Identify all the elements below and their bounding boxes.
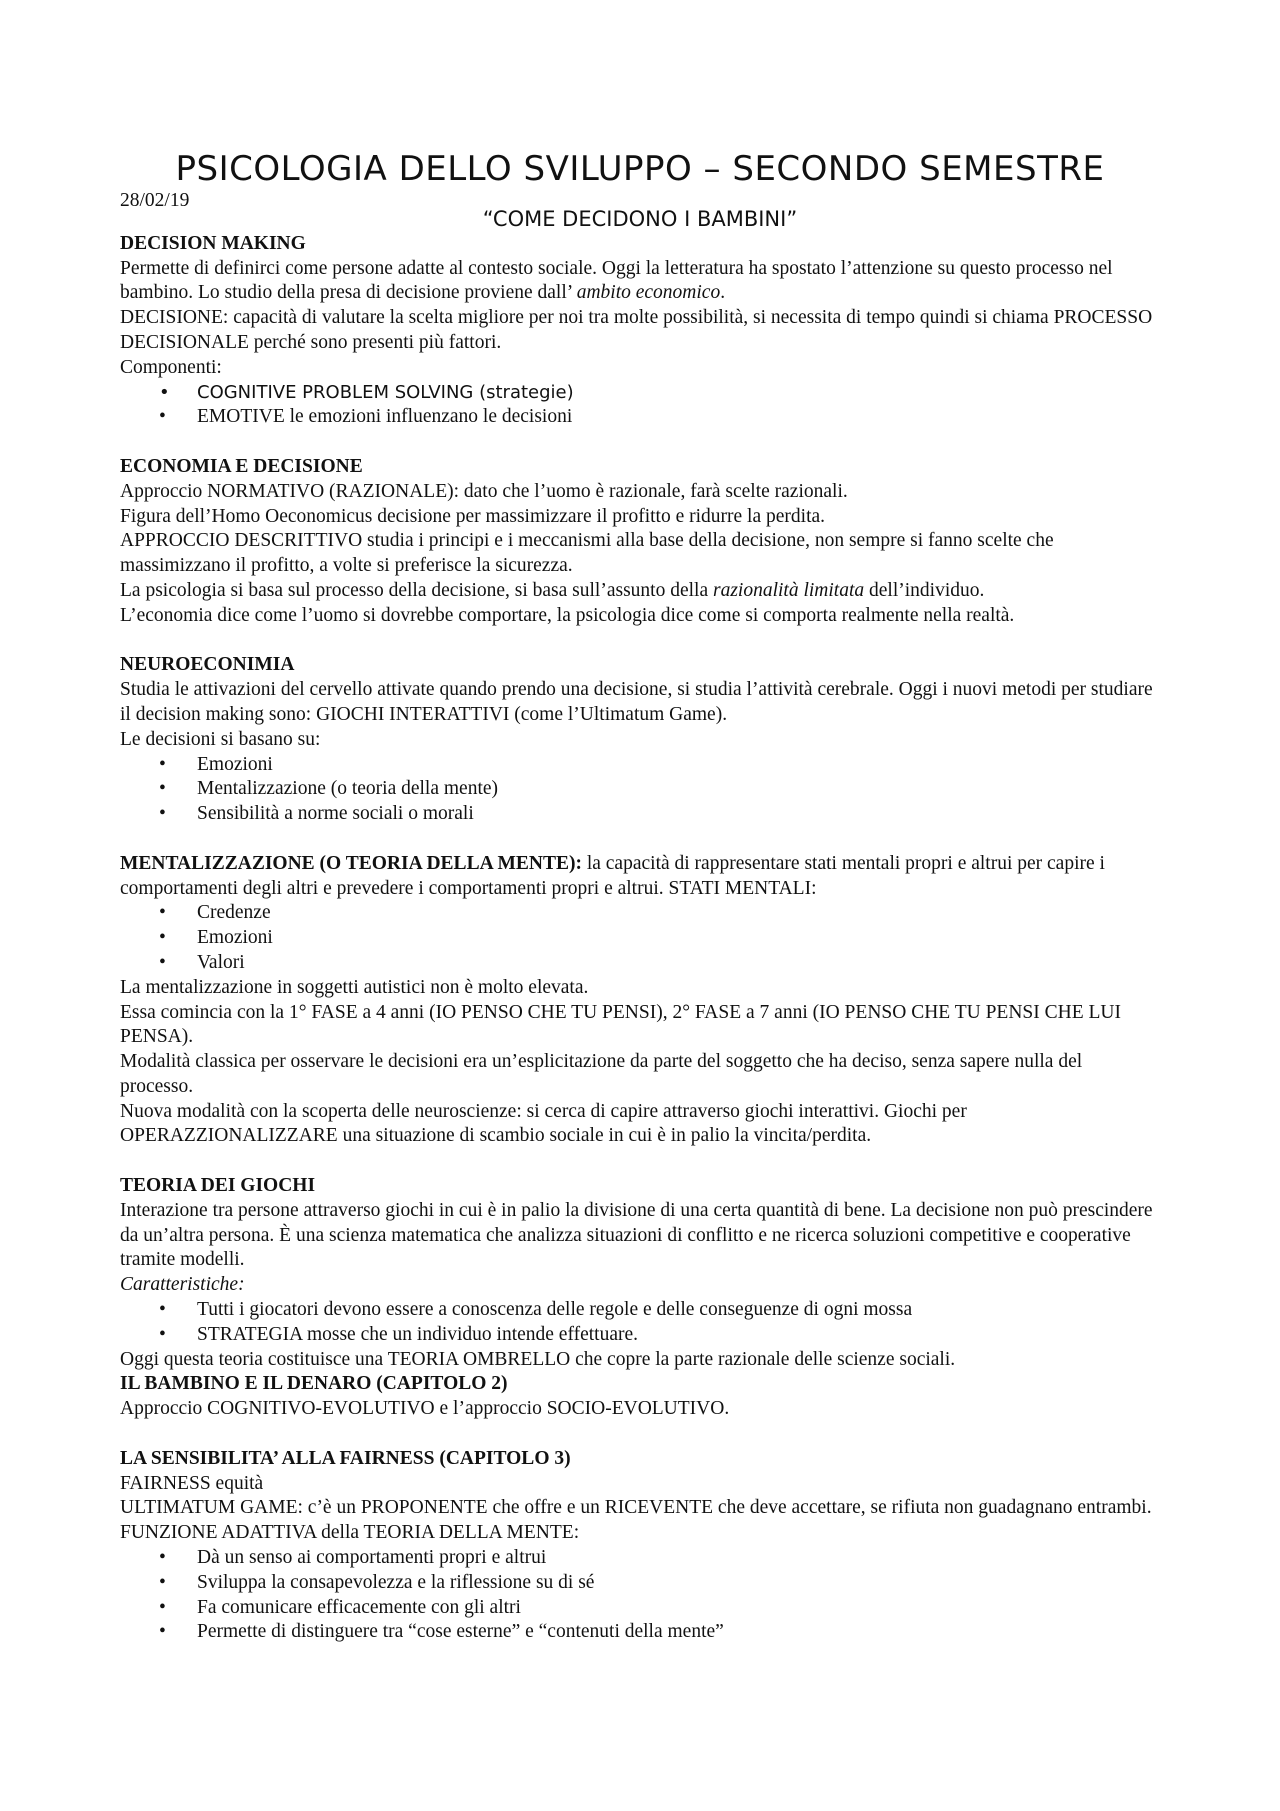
list-item: • Fa comunicare efficacemente con gli altri (197, 1596, 1160, 1621)
bullet-list (120, 1546, 1160, 1645)
list-item: • Emozioni (197, 926, 1160, 951)
text: . (720, 282, 726, 304)
bullet-list (120, 381, 1160, 431)
list-item: • Mentalizzazione (o teoria della mente) (197, 777, 1160, 802)
paragraph: Oggi questa teoria costituisce una TEORIA OMBRELLO che copre la parte razionale delle scienze sociali. (120, 1348, 956, 1370)
paragraph: Approccio COGNITIVO-EVOLUTIVO e l’approccio SOCIO-EVOLUTIVO. (120, 1398, 730, 1420)
paragraph (120, 257, 1160, 307)
list-item: • Dà un senso ai comportamenti propri e altrui (197, 1546, 1160, 1571)
list-item: • COGNITIVE PROBLEM SOLVING (strategie) (197, 381, 1160, 406)
paragraph: Caratteristiche: (120, 1274, 245, 1296)
list-item: • EMOTIVE le emozioni influenzano le decisioni (197, 405, 1160, 430)
list-item: • Sviluppa la consapevolezza e la riflessione su di sé (197, 1571, 1160, 1596)
bullet-list (120, 1298, 1160, 1348)
list-item: • Valori (197, 951, 1160, 976)
paragraph: Le decisioni si basano su: (120, 728, 321, 750)
paragraph: FUNZIONE ADATTIVA della TEORIA DELLA MENTE: (120, 1522, 580, 1544)
paragraph: Componenti: (120, 356, 222, 378)
paragraph: Approccio NORMATIVO (RAZIONALE): dato che l’uomo è razionale, farà scelte razionali. (120, 480, 848, 502)
paragraph (120, 579, 1160, 604)
paragraph: Modalità classica per osservare le decisioni era un’esplicitazione da parte del soggetto che ha deciso, senza sapere nulla del processo. (120, 1051, 1083, 1097)
paragraph: L’economia dice come l’uomo si dovrebbe comportare, la psicologia dice come si comporta realmente nella realtà. (120, 604, 1015, 626)
section-heading-bambino-denaro: IL BAMBINO E IL DENARO (CAPITOLO 2) (120, 1373, 508, 1395)
paragraph (120, 852, 1160, 902)
paragraph: DECISIONE: capacità di valutare la scelta migliore per noi tra molte possibilità, si necessita di tempo quindi si chiama PROCESSO DECISIONALE perché sono presenti più fattori. (120, 307, 1153, 353)
list-item: • STRATEGIA mosse che un individuo intende effettuare. (197, 1323, 1160, 1348)
paragraph: FAIRNESS equità (120, 1472, 264, 1494)
bullet-list (120, 901, 1160, 975)
document-title: PSICOLOGIA DELLO SVILUPPO – SECONDO SEMESTRE (175, 149, 1105, 189)
text: Permette di definirci come persone adatte al contesto sociale. Oggi la letteratura ha spostato l’attenzione su questo processo nel bambino. Lo studio della presa di decisione proviene dall’ (120, 257, 1113, 304)
paragraph: Figura dell’Homo Oeconomicus decisione per massimizzare il profitto e ridurre la perdita. (120, 505, 826, 527)
paragraph: La mentalizzazione in soggetti autistici non è molto elevata. (120, 976, 589, 998)
section-heading-fairness: LA SENSIBILITA’ ALLA FAIRNESS (CAPITOLO 3) (120, 1447, 571, 1469)
section-heading-neuroeconomia: NEUROECONIMIA (120, 654, 295, 676)
text: la capacità di rappresentare stati mentali propri e altrui per capire i comportamenti degli altri e prevedere i comportamenti propri e altrui. STATI MENTALI: (120, 852, 1105, 899)
list-item: • Sensibilità a norme sociali o morali (197, 802, 1160, 827)
paragraph: Nuova modalità con la scoperta delle neuroscienze: si cerca di capire attraverso giochi interattivi. Giochi per OPERAZZIONALIZZARE una situazione di scambio sociale in cui è in palio la vincita/perdita. (120, 1100, 967, 1147)
paragraph: ULTIMATUM GAME: c’è un PROPONENTE che offre e un RICEVENTE che deve accettare, se rifiuta non guadagnano entrambi. (120, 1497, 1152, 1519)
paragraph: APPROCCIO DESCRITTIVO studia i principi e i meccanismi alla base della decisione, non sempre si fanno scelte che massimizzano il profitto, a volte si preferisce la sicurezza. (120, 530, 1054, 577)
text: La psicologia si basa sul processo della decisione, si basa sull’assunto della (120, 579, 713, 601)
document-date: 28/02/19 (120, 190, 190, 211)
bullet-list (120, 753, 1160, 827)
section-heading-teoria-giochi: TEORIA DEI GIOCHI (120, 1175, 316, 1197)
section-heading-mentalizzazione: MENTALIZZAZIONE (O TEORIA DELLA MENTE): (120, 852, 582, 874)
section-heading-decision-making: DECISION MAKING (120, 232, 306, 254)
list-item: • Credenze (197, 901, 1160, 926)
list-item: • Emozioni (197, 753, 1160, 778)
list-item: • Tutti i giocatori devono essere a conoscenza delle regole e delle conseguenze di ogni mossa (197, 1298, 1160, 1323)
document-subtitle: “COME DECIDONO I BAMBINI” (482, 206, 798, 231)
section-heading-economia: ECONOMIA E DECISIONE (120, 455, 363, 477)
text: dell’individuo. (864, 579, 985, 601)
document-page (120, 145, 1160, 1645)
list-item: • Permette di distinguere tra “cose esterne” e “contenuti della mente” (197, 1620, 1160, 1645)
paragraph: Studia le attivazioni del cervello attivate quando prendo una decisione, si studia l’attività cerebrale. Oggi i nuovi metodi per studiare il decision making sono: GIOCHI INTERATTIVI (come l’Ultimatum Game). (120, 679, 1153, 725)
paragraph: Interazione tra persone attraverso giochi in cui è in palio la divisione di una certa quantità di bene. La decisione non può prescindere da un’altra persona. È una scienza matematica che analizza situazioni di conflitto e ne ricerca soluzioni competitive e cooperative tramite modelli. (120, 1199, 1153, 1271)
paragraph: Essa comincia con la 1° FASE a 4 anni (IO PENSO CHE TU PENSI), 2° FASE a 7 anni (IO PENSO CHE TU PENSI CHE LUI PENSA). (120, 1001, 1122, 1048)
text-italic: ambito economico (576, 282, 721, 304)
text-italic: razionalità limitata (713, 579, 865, 601)
